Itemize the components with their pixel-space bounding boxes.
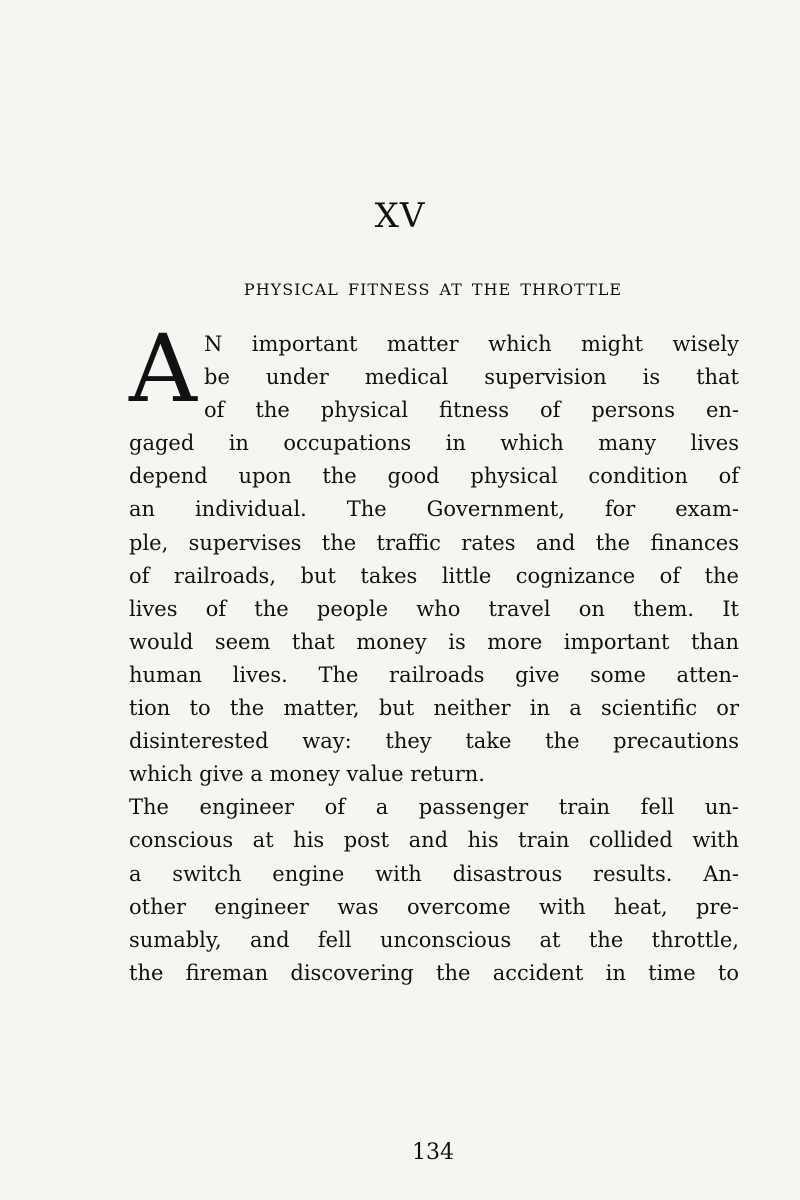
text-line: be under medical supervision is that [204, 365, 739, 390]
text-line: conscious at his post and his train collided with [129, 828, 739, 853]
text-line: tion to the matter, but neither in a scientific or [129, 696, 739, 721]
text-line: gaged in occupations in which many lives [129, 431, 739, 456]
text-line: ple, supervises the traffic rates and the finances [129, 530, 739, 555]
text-line: sumably, and fell unconscious at the throttle, [129, 927, 739, 952]
text-line: would seem that money is more important than [129, 629, 739, 654]
page-number: 134 [412, 1140, 454, 1165]
body-text [129, 315, 739, 990]
text-line: which give a money value return. [129, 762, 485, 787]
text-line: depend upon the good physical condition of [129, 464, 739, 489]
text-line: lives of the people who travel on them. It [129, 596, 739, 621]
chapter-title: PHYSICAL FITNESS AT THE THROTTLE [243, 280, 623, 299]
text-line: of the physical fitness of persons en- [204, 398, 739, 423]
text-line: of railroads, but takes little cognizance of the [129, 563, 739, 588]
drop-cap: A [129, 315, 197, 424]
text-line: The engineer of a passenger train fell un- [129, 795, 739, 820]
text-line: an individual. The Government, for exam- [129, 497, 739, 522]
chapter-number: XV [374, 196, 426, 236]
text-line: N important matter which might wisely [204, 332, 739, 356]
text-line: disinterested way: they take the precautions [129, 729, 739, 754]
text-line: other engineer was overcome with heat, pre- [129, 894, 739, 919]
text-line: the fireman discovering the accident in time to [129, 960, 739, 985]
text-line: human lives. The railroads give some atten- [129, 662, 739, 687]
text-line: a switch engine with disastrous results. An- [129, 861, 739, 886]
